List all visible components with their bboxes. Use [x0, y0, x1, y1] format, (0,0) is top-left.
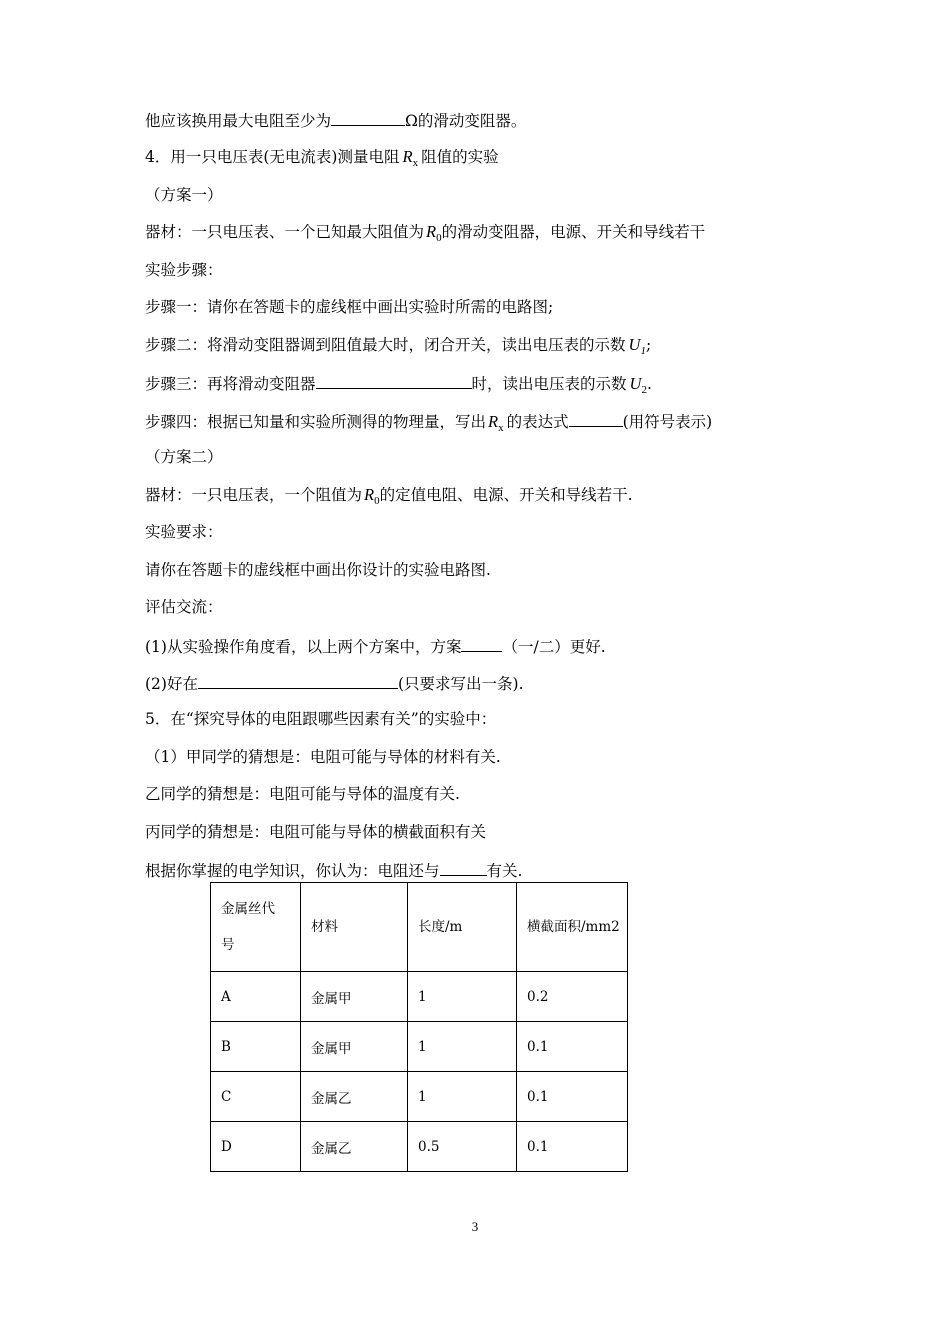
subscript: 2 [641, 384, 647, 396]
table-cell: B [211, 1022, 301, 1072]
evaluation-heading [145, 597, 223, 617]
subscript: 0 [374, 495, 380, 507]
text: （一/二）更好. [502, 638, 606, 656]
symbol-u: U [628, 335, 641, 354]
table-cell: 金属甲 [301, 1022, 408, 1072]
answer-blank[interactable] [198, 672, 398, 689]
text: 请你在答题卡的虚线框中画出你设计的实验电路图. [145, 561, 491, 579]
text: 他应该换用最大电阻至少为 [145, 112, 332, 130]
guess-2 [145, 784, 460, 804]
table-header-row [211, 883, 628, 972]
text: 乙同学的猜想是：电阻可能与导体的温度有关. [145, 785, 460, 803]
text: 5．在“探究导体的电阻跟哪些因素有关”的实验中： [145, 710, 497, 728]
guess-1 [145, 747, 501, 767]
text: 实验步骤： [145, 261, 223, 279]
text: 根据你掌握的电学知识，你认为：电阻还与 [145, 862, 440, 880]
requirement-1 [145, 560, 491, 580]
step-1 [145, 297, 553, 317]
subscript: 0 [436, 232, 442, 244]
symbol-r: R [426, 222, 437, 241]
table-cell: 0.2 [517, 972, 628, 1022]
text: 器材：一只电压表，一个阻值为 [145, 486, 363, 504]
question-4-title [145, 147, 499, 173]
text: 步骤三：再将滑动变阻器 [145, 375, 316, 393]
text: 的定值电阻、电源、开关和导线若干. [379, 486, 633, 504]
equipment-line-1 [145, 222, 705, 248]
symbol-r: R [402, 147, 413, 166]
plan-one-heading [145, 185, 223, 205]
text: （方案一） [145, 186, 223, 204]
table-row [211, 1022, 628, 1072]
text: (1)从实验操作角度看，以上两个方案中，方案 [145, 638, 462, 656]
text: (2)好在 [145, 675, 198, 693]
steps-heading [145, 260, 223, 280]
table-row [211, 1122, 628, 1172]
table-cell: 金属乙 [301, 1072, 408, 1122]
step-3 [145, 372, 652, 400]
table-row [211, 1072, 628, 1122]
evaluation-1 [145, 635, 606, 657]
table-header-cell: 横截面积/mm2 [517, 883, 628, 972]
text: 步骤一：请你在答题卡的虚线框中画出实验时所需的电路图; [145, 298, 554, 316]
table-cell: 金属乙 [301, 1122, 408, 1172]
step-4 [145, 410, 712, 438]
symbol-r: R [488, 412, 499, 431]
text: 的表达式 [506, 413, 569, 431]
evaluation-2 [145, 672, 524, 694]
answer-blank[interactable] [331, 109, 405, 126]
question-5-title [145, 709, 496, 729]
answer-blank[interactable] [440, 859, 487, 876]
header-text: 金属丝代号 [221, 901, 275, 953]
page-number: 3 [471, 1219, 479, 1234]
table-cell: 0.1 [517, 1122, 628, 1172]
text: Ω的滑动变阻器。 [405, 112, 527, 130]
subscript: x [498, 422, 504, 434]
metal-wire-table [210, 882, 628, 1172]
requirement-heading [145, 522, 223, 542]
table-cell: 0.5 [408, 1122, 517, 1172]
subscript: 1 [640, 345, 646, 357]
text: (只要求写出一条). [397, 675, 524, 693]
text: 阻值的实验 [421, 148, 499, 166]
table-header-cell: 长度/m [408, 883, 517, 972]
text: 器材：一只电压表、一个已知最大阻值为 [145, 223, 425, 241]
text: 步骤二：将滑动变阻器调到阻值最大时，闭合开关，读出电压表的示数 [145, 336, 626, 354]
table-cell: D [211, 1122, 301, 1172]
text: （1）甲同学的猜想是：电阻可能与导体的材料有关. [145, 748, 501, 766]
text: 评估交流： [145, 598, 223, 616]
text: 4．用一只电压表(无电流表)测量电阻 [145, 148, 400, 166]
text: ; [645, 336, 652, 354]
step-2 [145, 335, 651, 361]
text: 时，读出电压表的示数 [471, 375, 627, 393]
table-header-cell [211, 883, 301, 972]
guess-3 [145, 822, 486, 842]
table-cell: 1 [408, 1072, 517, 1122]
table-cell: 1 [408, 1022, 517, 1072]
symbol-r: R [364, 485, 375, 504]
table-cell: A [211, 972, 301, 1022]
table-row [211, 972, 628, 1022]
text: 步骤四：根据已知量和实验所测得的物理量，写出 [145, 413, 487, 431]
guess-4 [145, 859, 522, 881]
table-cell: C [211, 1072, 301, 1122]
answer-blank[interactable] [461, 635, 502, 652]
table-cell: 0.1 [517, 1022, 628, 1072]
text: 的滑动变阻器，电源、开关和导线若干 [441, 223, 706, 241]
symbol-u: U [629, 374, 642, 393]
text: （方案二） [145, 448, 223, 466]
plan-two-heading [145, 447, 223, 467]
table-cell: 金属甲 [301, 972, 408, 1022]
text: 丙同学的猜想是：电阻可能与导体的横截面积有关 [145, 823, 487, 841]
table-cell: 1 [408, 972, 517, 1022]
text: 有关. [486, 862, 523, 880]
table-cell: 0.1 [517, 1072, 628, 1122]
text: 实验要求： [145, 523, 223, 541]
answer-blank[interactable] [569, 410, 623, 427]
table-header-cell: 材料 [301, 883, 408, 972]
answer-blank[interactable] [316, 372, 472, 389]
text: . [646, 375, 652, 393]
text: (用符号表示) [622, 413, 713, 431]
equipment-line-2 [145, 485, 633, 511]
subscript: x [412, 157, 419, 169]
line-answer-ohm [145, 109, 526, 131]
